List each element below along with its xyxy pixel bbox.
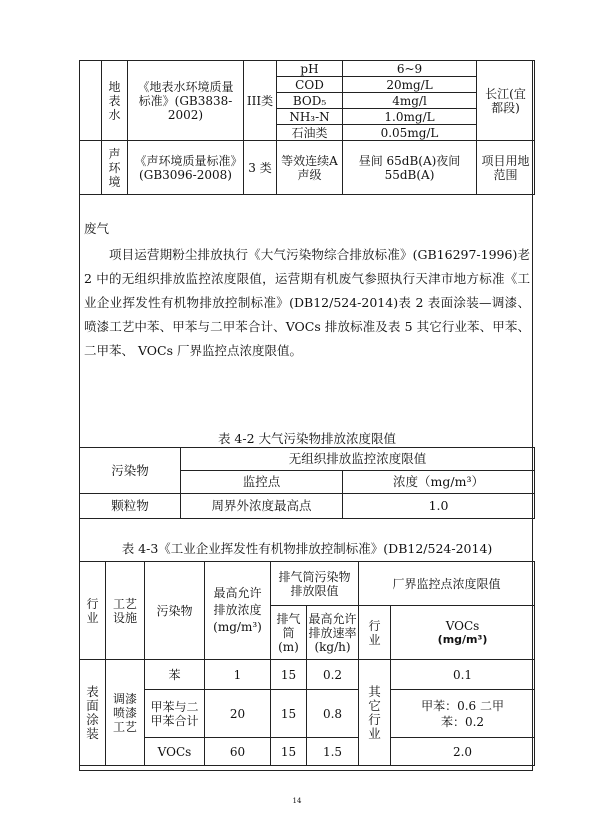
table-4-2: [79, 447, 535, 519]
t43-pollutant: 苯: [145, 660, 205, 690]
section-heading: 废气: [84, 221, 110, 236]
category-cell: [102, 141, 128, 195]
t43-header-facility: 工艺设施: [106, 562, 145, 660]
t43-header-stack-group: 排气筒污染物排放限值: [271, 562, 359, 606]
t43-height: 15: [271, 690, 307, 738]
t43-header-b-vocs: VOCs: [445, 618, 480, 633]
param-name: 石油类: [277, 125, 343, 141]
param-value: 1.0mg/L: [343, 109, 477, 125]
document-frame: [79, 60, 533, 771]
scope-cell: 长江(宜都段): [477, 61, 535, 141]
param-name: NH₃-N: [277, 109, 343, 125]
param-value: 4mg/l: [343, 93, 477, 109]
t43-limit: 甲苯：0.6 二甲苯：0.2: [391, 690, 535, 738]
t43-limit: 2.0: [391, 738, 535, 766]
t43-header-industry: 行业: [80, 562, 106, 660]
param-name: BOD₅: [277, 93, 343, 109]
t42-header-group: 无组织排放监控浓度限值: [181, 448, 535, 471]
table43-caption: 表 4-3《工业企业挥发性有机物排放控制标准》(DB12/524-2014): [121, 541, 493, 556]
t43-header-stack-height: 排气筒(m): [271, 606, 307, 660]
t42-conc: 1.0: [343, 494, 535, 519]
category-cell: [102, 61, 128, 141]
t43-conc: 20: [205, 690, 271, 738]
table42-caption: 表 4-2 大气污染物排放浓度限值: [217, 431, 397, 446]
param-value: 20mg/L: [343, 77, 477, 93]
blank-cell: [80, 141, 102, 195]
t43-rate: 0.8: [307, 690, 359, 738]
param-value: 6~9: [343, 61, 477, 77]
t43-rate: 0.2: [307, 660, 359, 690]
param-name: COD: [277, 77, 343, 93]
t43-rate: 1.5: [307, 738, 359, 766]
t43-limit: 0.1: [391, 660, 535, 690]
t43-conc: 60: [205, 738, 271, 766]
t43-conc: 1: [205, 660, 271, 690]
t42-header-point: 监控点: [181, 471, 343, 494]
param-value: 0.05mg/L: [343, 125, 477, 141]
t43-header-max-rate: 最高允许排放速率(kg/h): [307, 606, 359, 660]
page-number: 14: [292, 797, 302, 805]
category-surface-water: 地表水: [108, 79, 121, 122]
table-4-3: [79, 561, 535, 766]
t43-other-industry: 其它行业: [359, 660, 391, 766]
t42-header-pollutant: 污染物: [80, 448, 181, 494]
class-cell: 3 类: [244, 141, 277, 195]
env-standard-table: [79, 60, 535, 195]
t43-header-b-industry: 行业: [359, 606, 391, 660]
blank-cell: [80, 61, 102, 141]
param-name: pH: [277, 61, 343, 77]
scope-cell: 项目用地范围: [477, 141, 535, 195]
t43-industry: 表面涂装: [80, 660, 106, 766]
t43-height: 15: [271, 660, 307, 690]
t43-pollutant: VOCs: [145, 738, 205, 766]
standard-cell: 《地表水环境质量标准》(GB3838-2002): [128, 61, 244, 141]
t43-header-b-unit: (mg/m³): [437, 632, 488, 646]
category-acoustic: 声环境: [108, 146, 121, 189]
param-value: 昼间 65dB(A)夜间55dB(A): [343, 141, 477, 195]
t43-header-pollutant: 污染物: [145, 562, 205, 660]
standard-cell: 《声环境质量标准》(GB3096-2008): [128, 141, 244, 195]
t43-height: 15: [271, 738, 307, 766]
section-paragraph: 项目运营期粉尘排放执行《大气污染物综合排放标准》(GB16297-1996)老 2 中的无组织排放监控浓度限值，运营期有机废气参照执行天津市地方标准《工业企业挥发性有机物排放控制标准》(DB12/524-2014)表 2 表面涂装—调漆、喷漆工艺中苯、甲苯与二甲苯合计、VOCs 排放标准及表 5 其它行业苯、甲苯、二甲苯、 VOCs 厂界监控点浓度限值。: [84, 247, 530, 358]
t43-facility: 调漆喷漆工艺: [106, 660, 145, 766]
t43-header-maxconc: 最高允许排放浓度(mg/m³): [205, 562, 271, 660]
t43-header-boundary-group: 厂界监控点浓度限值: [359, 562, 535, 606]
param-name: 等效连续A 声级: [277, 141, 343, 195]
t43-pollutant: 甲苯与二甲苯合计: [145, 690, 205, 738]
t43-header-b-vocs-cell: [391, 606, 535, 660]
t42-point: 周界外浓度最高点: [181, 494, 343, 519]
t42-pollutant: 颗粒物: [80, 494, 181, 519]
class-cell: III类: [244, 61, 277, 141]
t42-header-conc: 浓度（mg/m³）: [343, 471, 535, 494]
